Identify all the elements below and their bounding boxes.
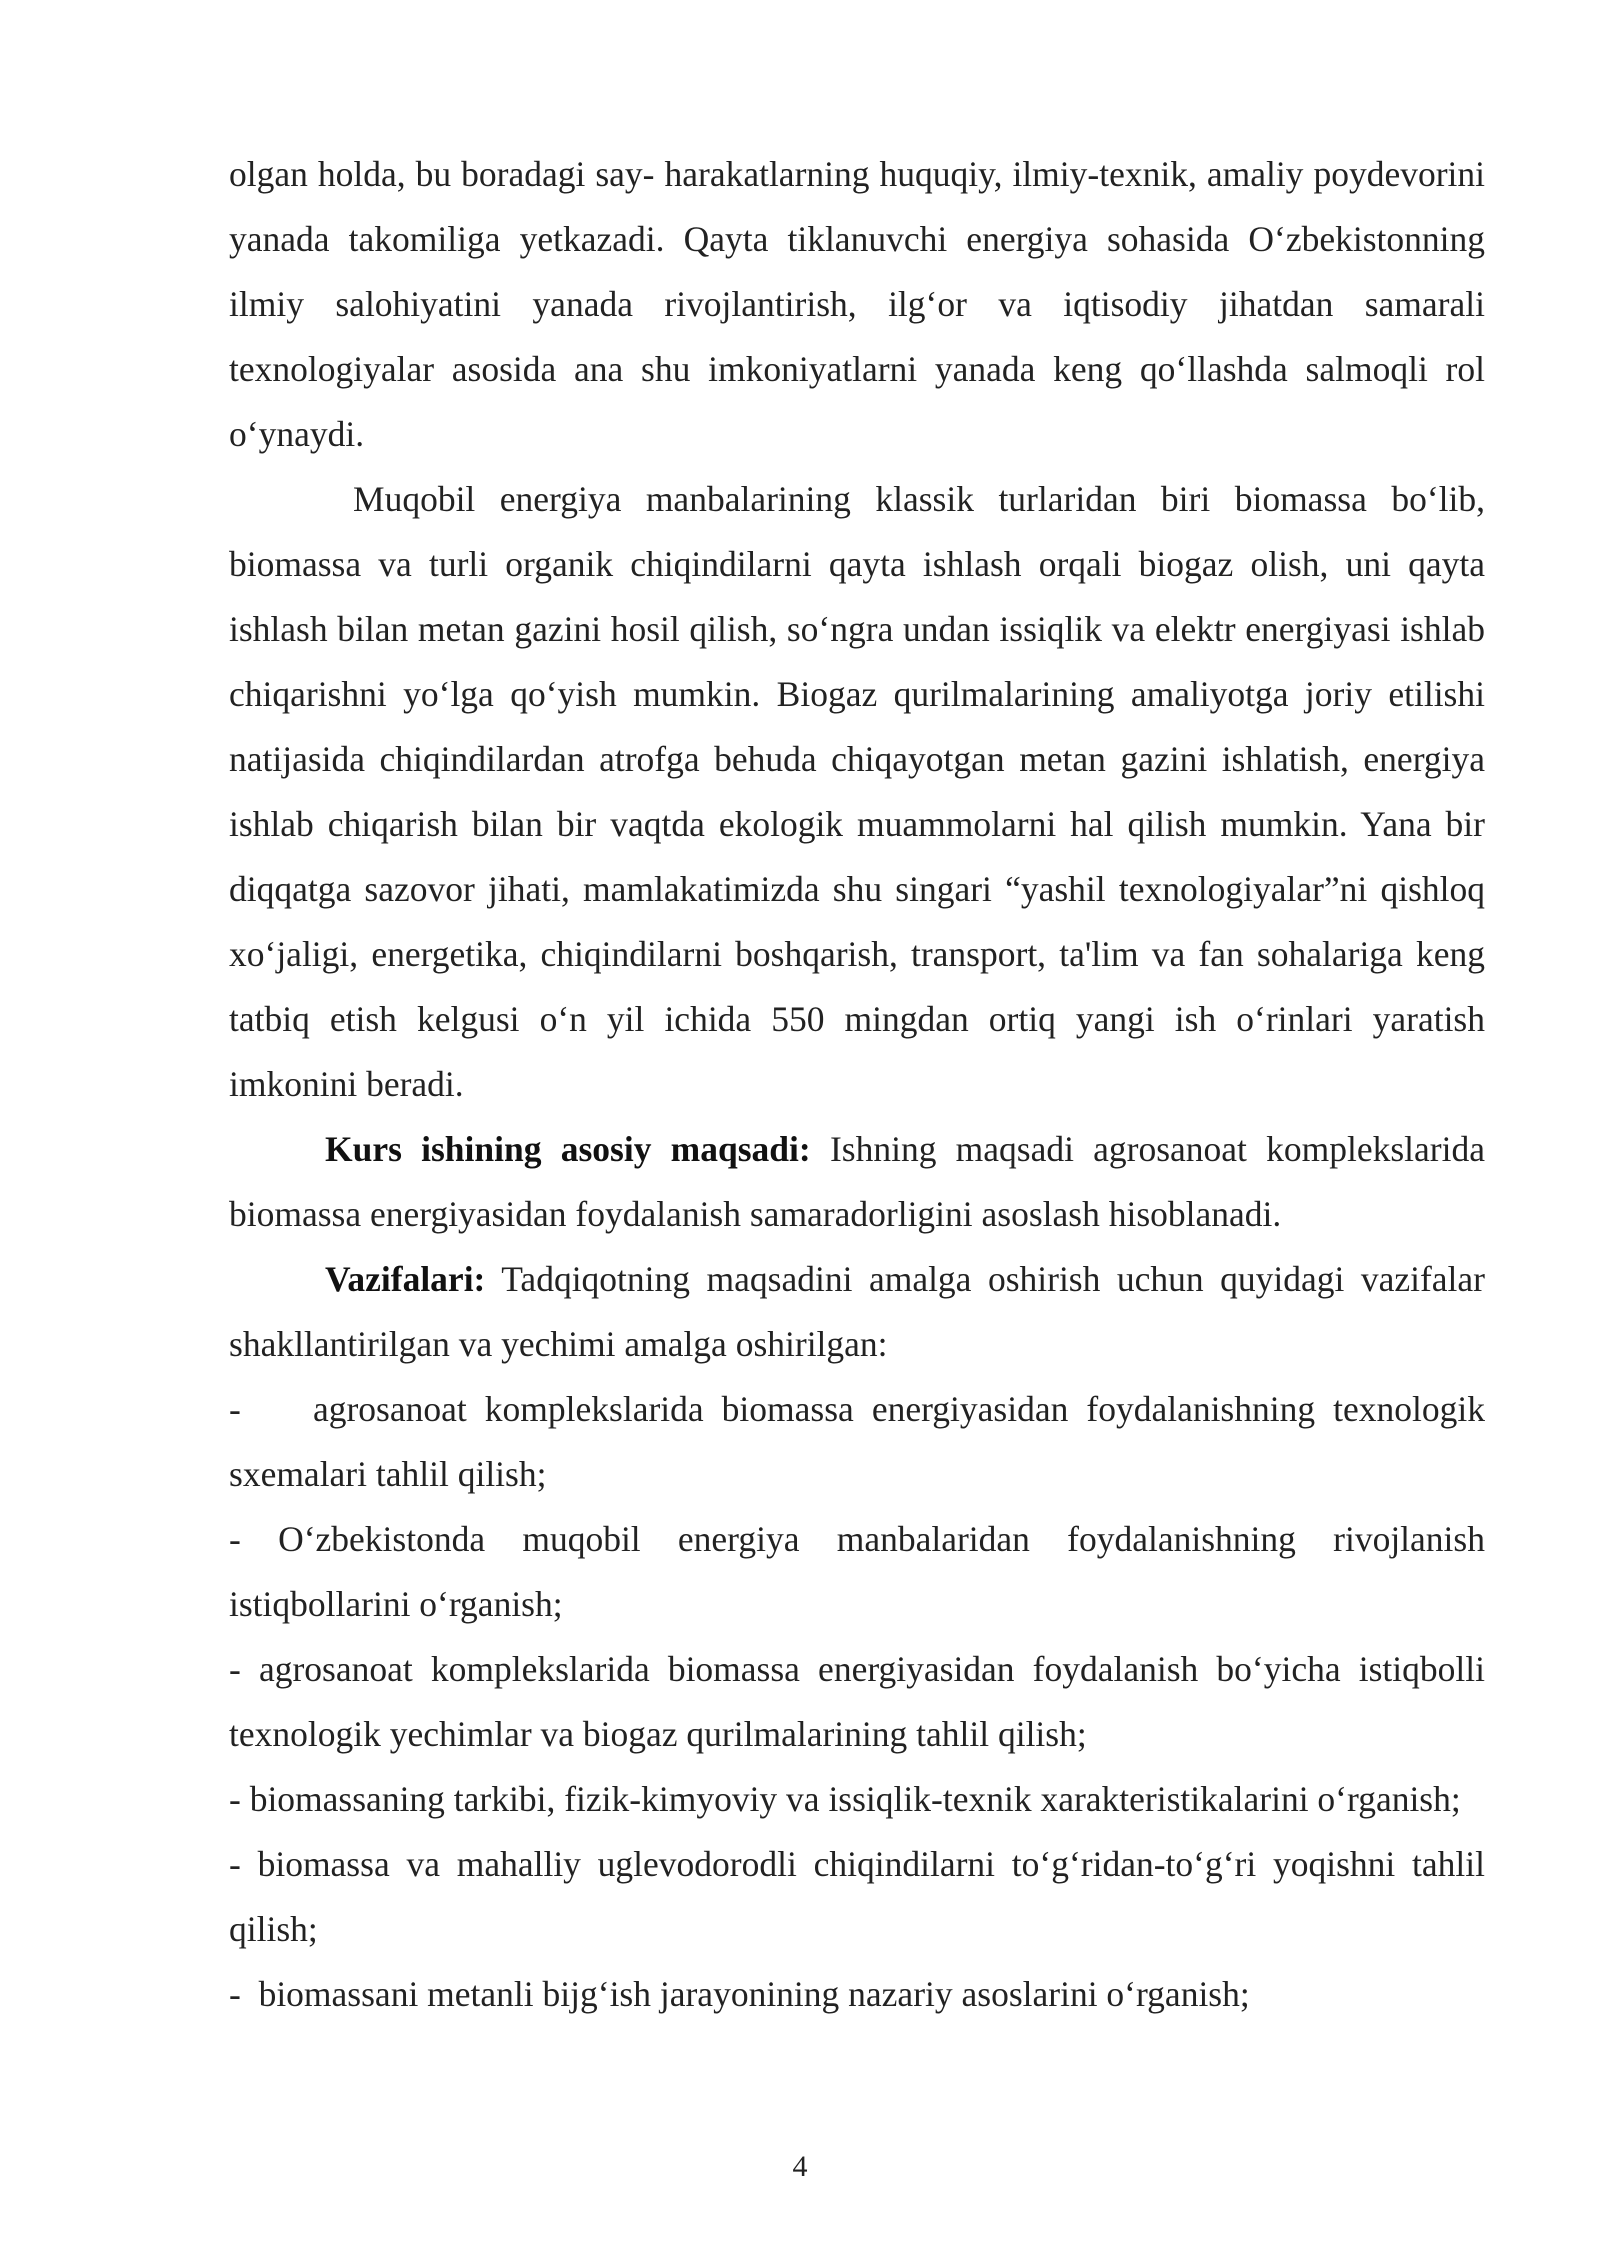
paragraph-goal <box>229 1117 1485 1247</box>
paragraph-biomass: Muqobil energiya manbalarining klassik turlaridan biri biomassa bo‘lib, biomassa va turli organik chiqindilarni qayta ishlash orqali biogaz olish, uni qayta ishlash bilan metan gazini hosil qilish, so‘ngra undan issiqlik va elektr energiyasi ishlab chiqarishni yo‘lga qo‘yish mumkin. Biogaz qurilmalarining amaliyotga joriy etilishi natijasida chiqindilardan atrofga behuda chiqayotgan metan gazini ishlatish, energiya ishlab chiqarish bilan bir vaqtda ekologik muammolarni hal qilish mumkin. Yana bir diqqatga sazovor jihati, mamlakatimizda shu singari “yashil texnologiyalar”ni qishloq xo‘jaligi, energetika, chiqindilarni boshqarish, transport, ta'lim va fan sohalariga keng tatbiq etish kelgusi o‘n yil ichida 550 mingdan ortiq yangi ish o‘rinlari yaratish imkonini beradi. <box>229 479 1485 1104</box>
task-item-4: - biomassaning tarkibi, fizik-kimyoviy va issiqlik-texnik xarakteristikalarini o‘rganish; <box>229 1779 1461 1819</box>
goal-text: Ishning maqsadi agrosanoat komplekslarida biomassa energiyasidan foydalanish samaradorligini asoslash hisoblanadi. <box>229 1129 1485 1234</box>
document-body <box>229 142 1494 2027</box>
paragraph-intro: olgan holda, bu boradagi say- harakatlarning huquqiy, ilmiy-texnik, amaliy poydevorini yanada takomiliga yetkazadi. Qayta tiklanuvchi energiya sohasida O‘zbekistonning ilmiy salohiyatini yanada rivojlantirish, ilg‘or va iqtisodiy jihatdan samarali texnologiyalar asosida ana shu imkoniyatlarni yanada keng qo‘llashda salmoqli rol o‘ynaydi. <box>229 154 1485 454</box>
page-number: 4 <box>792 2150 808 2183</box>
task-item-3: - agrosanoat komplekslarida biomassa energiyasidan foydalanish bo‘yicha istiqbolli texnologik yechimlar va biogaz qurilmalarining tahlil qilish; <box>229 1649 1485 1754</box>
paragraph-tasks <box>229 1247 1485 1377</box>
task-item-5: - biomassa va mahalliy uglevodorodli chiqindilarni to‘g‘ridan-to‘g‘ri yoqishni tahlil qilish; <box>229 1844 1485 1949</box>
task-item-2: - O‘zbekistonda muqobil energiya manbalaridan foydalanishning rivojlanish istiqbollarini o‘rganish; <box>229 1519 1485 1624</box>
goal-label: Kurs ishining asosiy maqsadi: <box>325 1129 811 1169</box>
tasks-text: Tadqiqotning maqsadini amalga oshirish uchun quyidagi vazifalar shakllantirilgan va yechimi amalga oshirilgan: <box>229 1259 1485 1364</box>
task-item-1: - agrosanoat komplekslarida biomassa energiyasidan foydalanishning texnologik sxemalari tahlil qilish; <box>229 1389 1494 1494</box>
task-item-6: - biomassani metanli bijg‘ish jarayonining nazariy asoslarini o‘rganish; <box>229 1974 1250 2014</box>
tasks-label: Vazifalari: <box>325 1259 486 1299</box>
